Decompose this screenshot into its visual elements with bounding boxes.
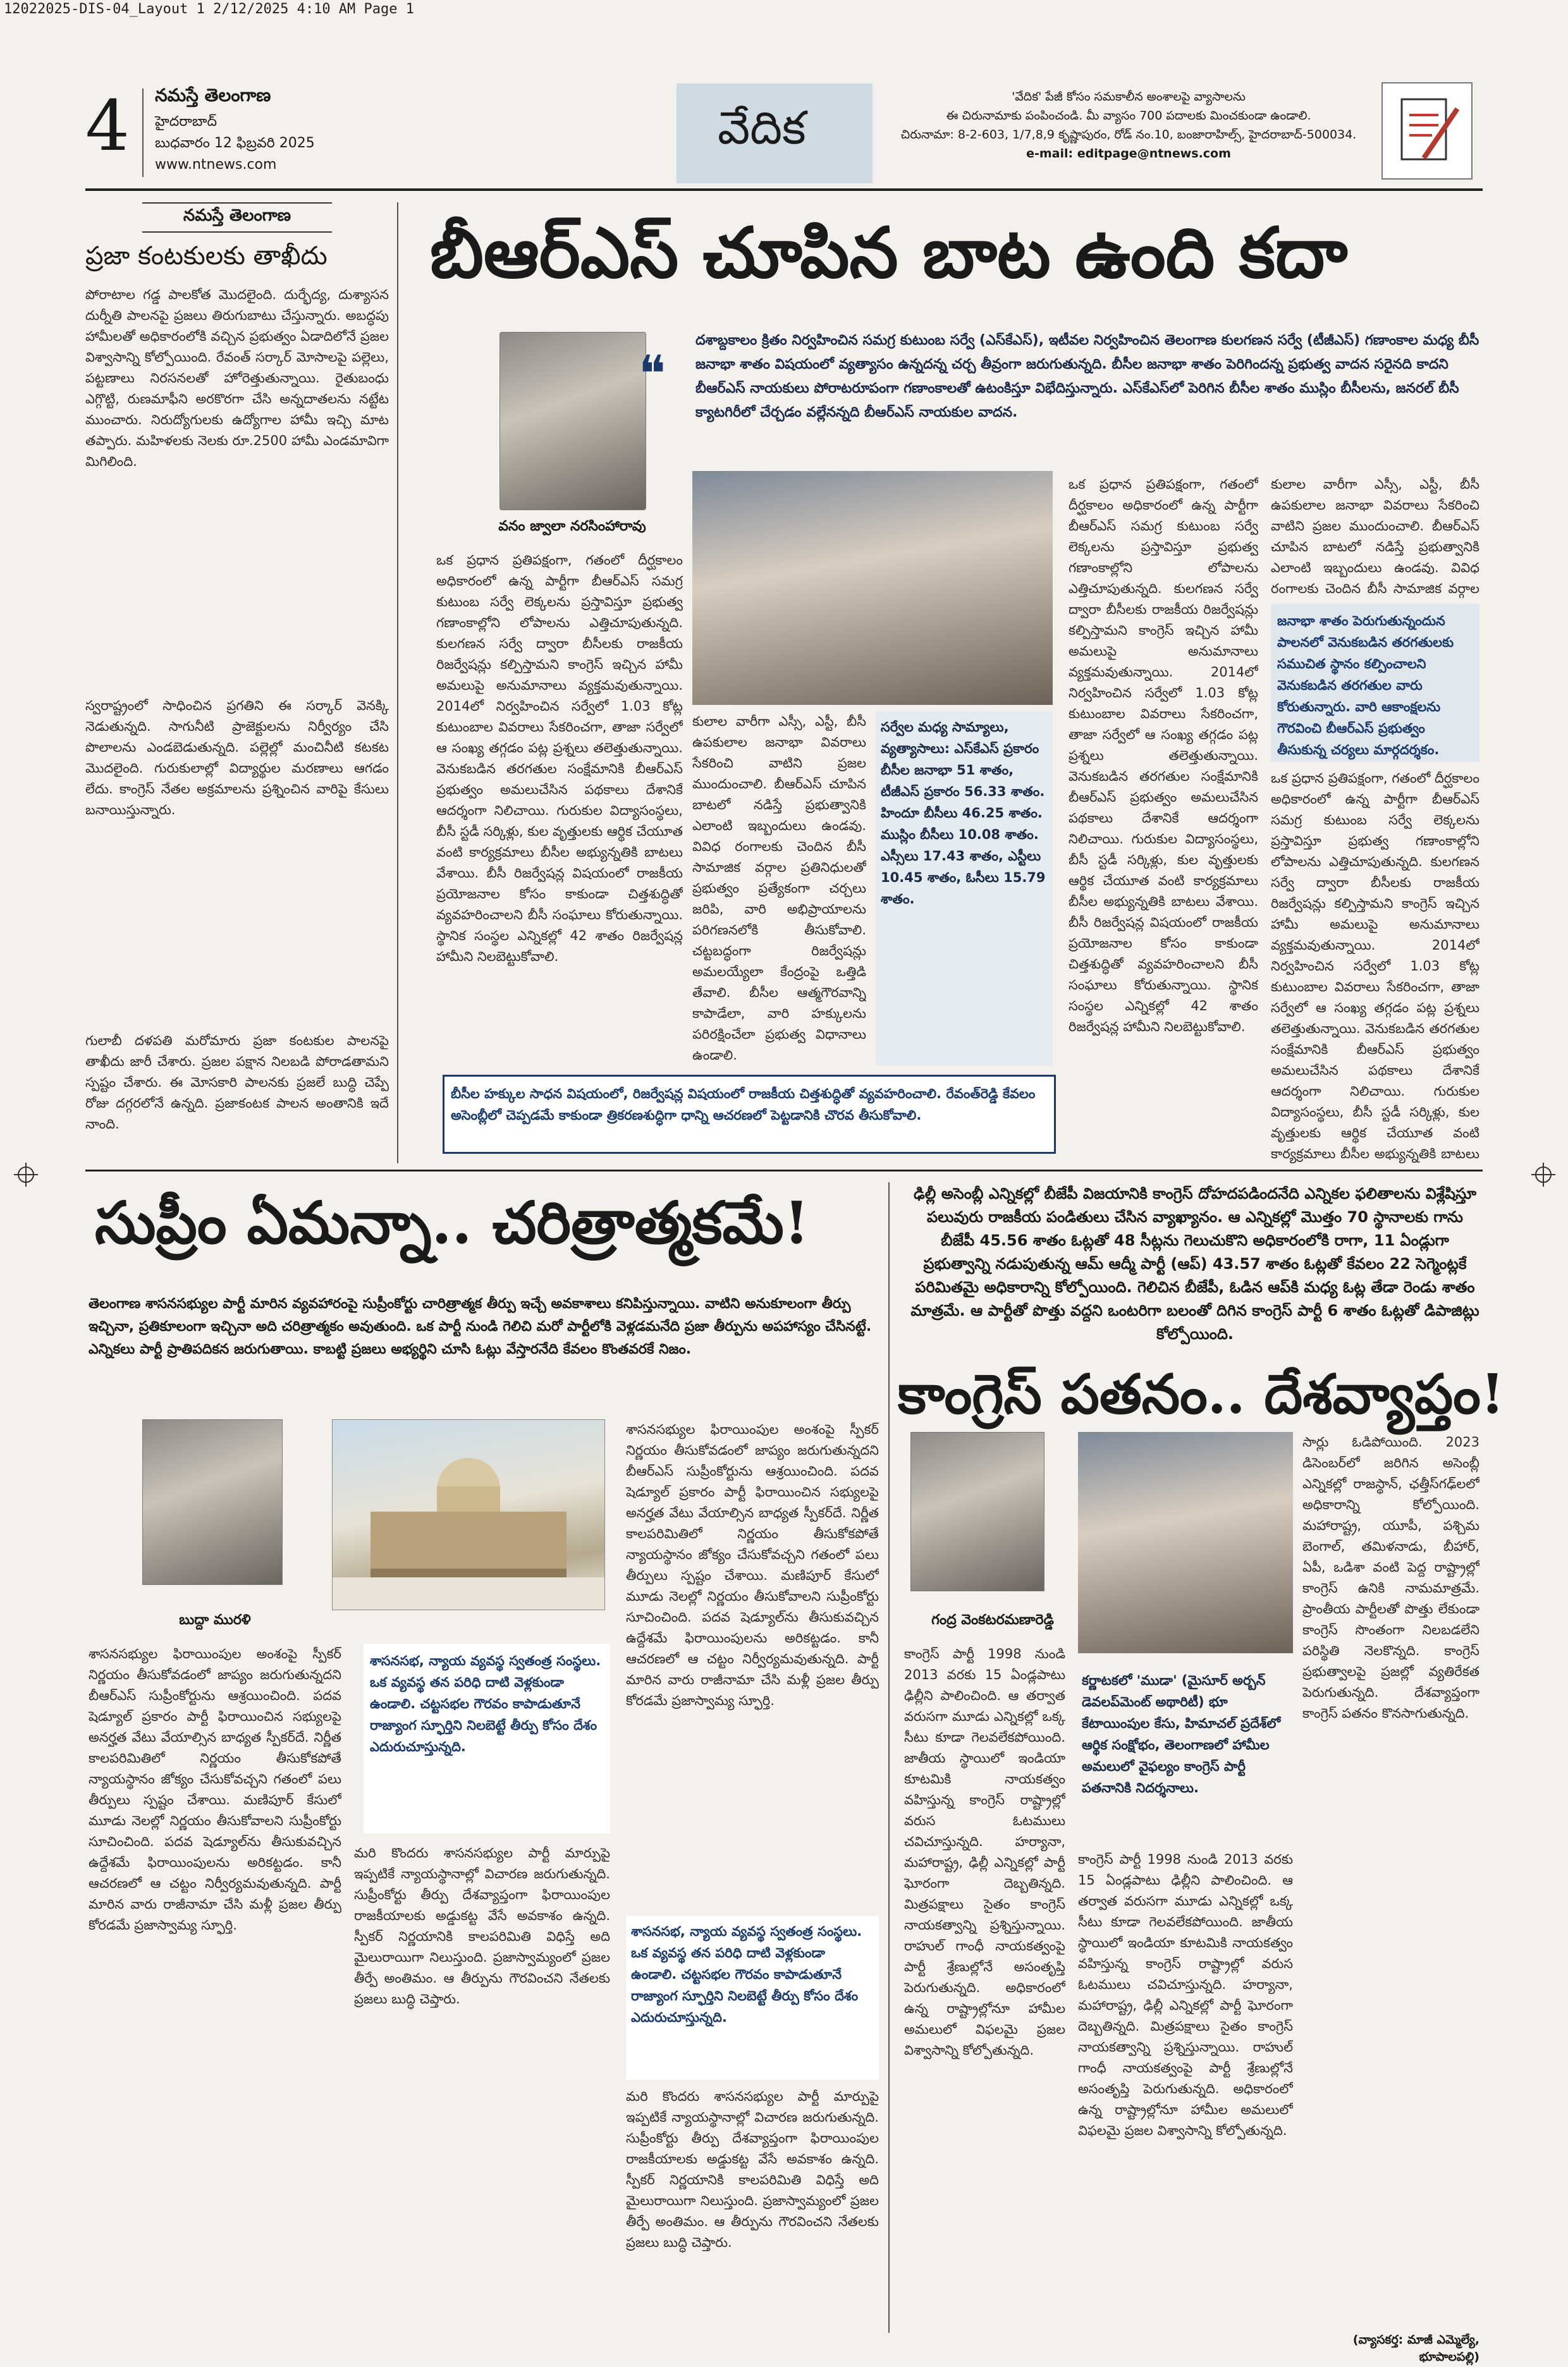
feature3-kicker: ఢిల్లీ అసెంబ్లీ ఎన్నికల్లో బీజేపీ విజయానికి కాంగ్రెస్ దోహదపడిందనేది ఎన్నికల ఫలితాలను విశ్లేషిస్తూ పలువురు రాజకీయ పండితులు చేసిన వ్యాఖ్యానం. ఆ ఎన్నికల్లో మొత్తం 70 స్థానాలకు గాను బీజేపీ 45.56 శాతం ఓట్లతో 48 సీట్లను గెలుచుకొని అధికారంలోకి రాగా, 11 ఏండ్లుగా ప్రభుత్వాన్ని నడుపుతున్న ఆమ్ ఆద్మీ పార్టీ (ఆప్) 43.57 శాతం ఓట్లతో కేవలం 22 సెగ్మెంట్లకే పరిమితమై అధికారాన్ని కోల్పోయింది. గెలిచిన బీజేపీ, ఓడిన ఆప్‌కి మధ్య ఓట్ల తేడా రెండు శాతం మాత్రమే. ఆ పార్టీతో పొత్తు వద్దని ఒంటరిగా బలంతో దిగిన కాంగ్రెస్ పార్టీ 6 శాతం ఓట్లతో డిపాజిట్లు కోల్పోయింది. (910, 1185, 1479, 1343)
feature2-intro: తెలంగాణ శాసనసభ్యుల పార్టీ మారిన వ్యవహారంపై సుప్రీంకోర్టు చారిత్రాత్మక తీర్పు ఇచ్చే అవకాశాలు కనిపిస్తున్నాయి. వాటిని అనుకూలంగా తీర్పు ఇచ్చినా, ప్రతికూలంగా ఇచ్చినా అది చరిత్రాత్మకం అవుతుంది. ఒక పార్టీ నుండి గెలిచి మరో పార్టీలోకి వెళ్లడమనేది ప్రజా తీర్పును అపహాస్యం చేసినట్టే. ఎన్నికలు పార్టీ ప్రాతిపదికన జరుగుతాయి. కాబట్టి ప్రజలు అభ్యర్థిని చూసి ఓట్లు వేస్తారనేది కేవలం కొంతవరకే నిజం. (89, 1296, 872, 1357)
section-title: వేదిక (718, 101, 806, 154)
registration-mark-left (18, 1166, 34, 1183)
email-link[interactable]: e-mail: editpage@ntnews.com (1026, 147, 1231, 161)
feature2-callout2: శాసనసభ, న్యాయ వ్యవస్థ స్వతంత్ర సంస్థలు. ఒక వ్యవస్థ తన పరిధి దాటి వెళ్లకుండా ఉండాలి. చట్టసభల గౌరవం కాపాడుతూనే రాజ్యాంగ స్ఫూర్తిని నిలబెట్టే తీర్పు కోసం దేశం ఎదురుచూస్తున్నది. (626, 1916, 879, 2080)
feature2-col2: మరి కొందరు శాసనసభ్యుల పార్టీ మార్పుపై ఇప్పటికే న్యాయస్థానాల్లో విచారణ జరుగుతున్నది. సుప్రీంకోర్టు తీర్పు దేశవ్యాప్తంగా ఫిరాయింపుల రాజకీయాలకు అడ్డుకట్ట వేసే అవకాశం ఉన్నది. స్పీకర్ నిర్ణయానికి కాలపరిమితి విధిస్తే అది మైలురాయిగా నిలుస్తుంది. ప్రజాస్వామ్యంలో ప్రజల తీర్పే అంతిమం. ఆ తీర్పును గౌరవించని నేతలకు ప్రజలు బుద్ధి చెప్తారు. (354, 1845, 610, 2007)
feature2-headline: సుప్రీం ఏమన్నా.. చరిత్రాత్మకమే! (95, 1189, 810, 1257)
submission-note (895, 87, 1363, 163)
feature1-intro: దశాబ్దకాలం క్రితం నిర్వహించిన సమగ్ర కుటుంబ సర్వే (ఎస్‌కేఎస్), ఇటీవల నిర్వహించిన తెలంగాణ కులగణన సర్వే (టీజీఎస్) గణాంకాల మధ్య బీసీ జనాభా శాతం విషయంలో వ్యత్యాసం ఉన్నదన్న చర్చ తీవ్రంగా జరుగుతున్నది. బీసీల జనాభా శాతం పెరిగిందన్న ప్రభుత్వ వాదన సరైనది కాదని బీఆర్‌ఎస్ నాయకులు పోరాటరూపంగా గణాంకాలతో ఉటంకిస్తూ విభేదిస్తున్నారు. ఎస్‌కేఎస్‌లో పెరిగిన బీసీల శాతం ముస్లిం బీసీలను, జనరల్ బీసీ క్యాటగిరీలో చేర్చడం వల్లేనన్నది బీఆర్‌ఎస్ నాయకుల వాదన. (695, 333, 1479, 420)
supreme-court-photo (332, 1419, 605, 1610)
feature1-col2: కులాల వారీగా ఎస్సీ, ఎస్టీ, బీసీ ఉపకులాల జనాభా వివరాలు సేకరించి వాటిని ప్రజల ముందుంచాలి. బీఆర్‌ఎస్ చూపిన బాటలో నడిస్తే ప్రభుత్వానికి ఎలాంటి ఇబ్బందులు ఉండవు. వివిధ రంగాలకు చెందిన బీసీ సామాజిక వర్గాల ప్రతినిధులతో ప్రభుత్వం ప్రత్యేకంగా చర్చలు జరిపి, వారి అభిప్రాయాలను పరిగణనలోకి తీసుకోవాలి. చట్టబద్ధంగా రిజర్వేషన్లు అమలయ్యేలా కేంద్రంపై ఒత్తిడి తేవాలి. బీసీల ఆత్మగౌరవాన్ని కాపాడేలా, వారి హక్కులను పరిరక్షించేలా ప్రభుత్వ విధానాలు ఉండాలి. (692, 714, 866, 1063)
feature2-col3: శాసనసభ్యుల ఫిరాయింపుల అంశంపై స్పీకర్ నిర్ణయం తీసుకోవడంలో జాప్యం జరుగుతున్నదని బీఆర్‌ఎస్ సుప్రీంకోర్టును ఆశ్రయించింది. పదవ షెడ్యూల్ ప్రకారం పార్టీ ఫిరాయించిన సభ్యులపై అనర్హత వేటు వేయాల్సిన బాధ్యత స్పీకర్‌దే. నిర్ణీత కాలపరిమితిలో నిర్ణయం తీసుకోకపోతే న్యాయస్థానం జోక్యం చేసుకోవచ్చని గతంలో పలు తీర్పులు స్పష్టం చేశాయి. మణిపూర్ కేసులో మూడు నెలల్లో నిర్ణయం తీసుకోవాలని సుప్రీంకోర్టు సూచించింది. పదవ షెడ్యూల్‌ను తీసుకువచ్చిన ఉద్దేశమే ఫిరాయింపులను అరికట్టడం. కానీ ఆచరణలో ఆ చట్టం నిర్వీర్యమవుతున్నది. పార్టీ మారిన వారు రాజీనామా చేసి మళ్లీ ప్రజల తీర్పు కోరడమే ప్రజాస్వామ్య స్ఫూర్తి. (626, 1422, 879, 1708)
feature2-col4: మరి కొందరు శాసనసభ్యుల పార్టీ మార్పుపై ఇప్పటికే న్యాయస్థానాల్లో విచారణ జరుగుతున్నది. సుప్రీంకోర్టు తీర్పు దేశవ్యాప్తంగా ఫిరాయింపుల రాజకీయాలకు అడ్డుకట్ట వేసే అవకాశం ఉన్నది. స్పీకర్ నిర్ణయానికి కాలపరిమితి విధిస్తే అది మైలురాయిగా నిలుస్తుంది. ప్రజాస్వామ్యంలో ప్రజల తీర్పే అంతిమం. ఆ తీర్పును గౌరవించని నేతలకు ప్రజలు బుద్ధి చెప్తారు. (626, 2089, 879, 2250)
feature1-callout: జనాభా శాతం పెరుగుతున్నందున పాలనలో వెనుకబడిన తరగతులకు సముచిత స్థానం కల్పించాలని వెనుకబడిన తరగతుల వారు కోరుతున్నారు. వారి ఆకాంక్షలను గౌరవించి బీఆర్‌ఎస్ ప్రభుత్వం తీసుకున్న చర్యలు మార్గదర్శకం. (1271, 604, 1479, 762)
feature3-col1: కాంగ్రెస్ పార్టీ 1998 నుండి 2013 వరకు 15 ఏండ్లపాటు ఢిల్లీని పాలించింది. ఆ తర్వాత వరుసగా మూడు ఎన్నికల్లో ఒక్క సీటు కూడా గెలవలేకపోయింది. జాతీయ స్థాయిలో ఇండియా కూటమికి నాయకత్వం వహిస్తున్న కాంగ్రెస్ రాష్ట్రాల్లో వరుస ఓటములు చవిచూస్తున్నది. హర్యానా, మహారాష్ట్ర, ఢిల్లీ ఎన్నికల్లో పార్టీ ఘోరంగా దెబ్బతిన్నది. మిత్రపక్షాలు సైతం కాంగ్రెస్ నాయకత్వాన్ని ప్రశ్నిస్తున్నాయి. రాహుల్ గాంధీ నాయకత్వంపై పార్టీ శ్రేణుల్లోనే అసంతృప్తి పెరుగుతున్నది. అధికారంలో ఉన్న రాష్ట్రాల్లోనూ హామీల అమలులో విఫలమై ప్రజల విశ్వాసాన్ని కోల్పోతున్నది. (904, 1646, 1065, 2058)
feature3-col2: కాంగ్రెస్ పార్టీ 1998 నుండి 2013 వరకు 15 ఏండ్లపాటు ఢిల్లీని పాలించింది. ఆ తర్వాత వరుసగా మూడు ఎన్నికల్లో ఒక్క సీటు కూడా గెలవలేకపోయింది. జాతీయ స్థాయిలో ఇండియా కూటమికి నాయకత్వం వహిస్తున్న కాంగ్రెస్ రాష్ట్రాల్లో వరుస ఓటములు చవిచూస్తున్నది. హర్యానా, మహారాష్ట్ర, ఢిల్లీ ఎన్నికల్లో పార్టీ ఘోరంగా దెబ్బతిన్నది. మిత్రపక్షాలు సైతం కాంగ్రెస్ నాయకత్వాన్ని ప్రశ్నిస్తున్నాయి. రాహుల్ గాంధీ నాయకత్వంపై పార్టీ శ్రేణుల్లోనే అసంతృప్తి పెరుగుతున్నది. అధికారంలో ఉన్న రాష్ట్రాల్లోనూ హామీల అమలులో విఫలమై ప్రజల విశ్వాసాన్ని కోల్పోతున్నది. (1078, 1852, 1293, 2138)
note-line: 'వేదిక' పేజీ కోసం సమకాలీన అంశాలపై వ్యాసాలను (1012, 90, 1246, 104)
feature1-headline: బీఆర్‌ఎస్ చూపిన బాట ఉంది కదా (430, 212, 1348, 293)
feature1-col1: ఒక ప్రధాన ప్రతిపక్షంగా, గతంలో దీర్ఘకాలం అధికారంలో ఉన్న పార్టీగా బీఆర్‌ఎస్ సమగ్ర కుటుంబ సర్వే లెక్కలను ప్రస్తావిస్తూ ప్రభుత్వ గణాంకాల్లోని లోపాలను ఎత్తిచూపుతున్నది. కులగణన సర్వే ద్వారా బీసీలకు రాజకీయ రిజర్వేషన్లు కల్పిస్తామని కాంగ్రెస్ ఇచ్చిన హామీ అమలుపై అనుమానాలు వ్యక్తమవుతున్నాయి. 2014లో నిర్వహించిన సర్వేలో 1.03 కోట్ల కుటుంబాల వివరాలు సేకరించగా, తాజా సర్వేలో ఆ సంఖ్య తగ్గడం పట్ల ప్రశ్నలు తలెత్తుతున్నాయి. వెనుకబడిన తరగతుల సంక్షేమానికి బీఆర్‌ఎస్ ప్రభుత్వం అమలుచేసిన పథకాలు దేశానికే ఆదర్శంగా నిలిచాయి. గురుకుల విద్యాసంస్థలు, బీసీ స్టడీ సర్కిళ్లు, కుల వృత్తులకు ఆర్థిక చేయూత వంటి కార్యక్రమాలు బీసీల అభ్యున్నతికి బాటలు వేశాయి. బీసీ రిజర్వేషన్ల విషయంలో రాజకీయ ప్రయోజనాల కోసం కాకుండా చిత్తశుద్ధితో వ్యవహరించాలని బీసీ సంఘాలు కోరుతున్నాయి. స్థానిక సంస్థల ఎన్నికల్లో 42 శాతం రిజర్వేషన్ల హామీని నిలబెట్టుకోవాలి. (436, 553, 683, 964)
feature2-col1: శాసనసభ్యుల ఫిరాయింపుల అంశంపై స్పీకర్ నిర్ణయం తీసుకోవడంలో జాప్యం జరుగుతున్నదని బీఆర్‌ఎస్ సుప్రీంకోర్టును ఆశ్రయించింది. పదవ షెడ్యూల్ ప్రకారం పార్టీ ఫిరాయించిన సభ్యులపై అనర్హత వేటు వేయాల్సిన బాధ్యత స్పీకర్‌దే. నిర్ణీత కాలపరిమితిలో నిర్ణయం తీసుకోకపోతే న్యాయస్థానం జోక్యం చేసుకోవచ్చని గతంలో పలు తీర్పులు స్పష్టం చేశాయి. మణిపూర్ కేసులో మూడు నెలల్లో నిర్ణయం తీసుకోవాలని సుప్రీంకోర్టు సూచించింది. పదవ షెడ్యూల్‌ను తీసుకువచ్చిన ఉద్దేశమే ఫిరాయింపులను అరికట్టడం. కానీ ఆచరణలో ఆ చట్టం నిర్వీర్యమవుతున్నది. పార్టీ మారిన వారు రాజీనామా చేసి మళ్లీ ప్రజల తీర్పు కోరడమే ప్రజాస్వామ్య స్ఫూర్తి. (89, 1646, 341, 1933)
feature1-byline: వనం జ్వాలా నరసింహారావు (498, 518, 646, 534)
column-divider (888, 1182, 890, 2333)
leader-photo (1078, 1432, 1293, 1653)
editorial-para: పోరాటాల గడ్డ పాలకోత మొదలైంది. దుర్భేద్య, దుశ్యాసన దుర్నీతి పాలనపై ప్రజలు తిరుగుబాటు చేస్తున్నారు. అబద్ధపు హామీలతో అధికారంలోకి వచ్చిన ప్రభుత్వం ఏడాదిలోనే ప్రజల విశ్వాసాన్ని కోల్పోయింది. రేవంత్ సర్కార్ మోసాలపై పల్లెలు, పట్టణాలు నిరసనలతో హోరెత్తుతున్నాయి. రైతుబంధు ఎగ్గొట్టి, రుణమాఫీని అరకొరగా చేసి అన్నదాతలను నట్టేట ముంచారు. నిరుద్యోగులకు ఉద్యోగాల హామీ ఇచ్చి మాట తప్పారు. మహిళలకు నెలకు రూ.2500 హామీ ఎండమావిగా మిగిలింది. (85, 287, 389, 469)
stats-box: సర్వేల మధ్య సామ్యాలు, వ్యత్యాసాలు: ఎస్‌కేఎస్ ప్రకారం బీసీల జనాభా 51 శాతం, టీజీఎస్ ప్రకారం 56.33 శాతం. హిందూ బీసీలు 46.25 శాతం. ముస్లిం బీసీలు 10.08 శాతం. ఎస్సీలు 17.43 శాతం, ఎస్టీలు 10.45 శాతం, ఓసీలు 15.79 శాతం. (876, 711, 1053, 1065)
masthead-meta (155, 111, 315, 176)
paper-name: నమస్తే తెలంగాణ (155, 85, 271, 106)
registration-mark-right (1535, 1166, 1552, 1183)
pen-paper-icon (1381, 82, 1473, 180)
note-line: ఈ చిరునామాకు పంపించండి. మీ వ్యాసం 700 పదాలకు మించకుండా ఉండాలి. (946, 109, 1311, 123)
feature1-col3: ఒక ప్రధాన ప్రతిపక్షంగా, గతంలో దీర్ఘకాలం అధికారంలో ఉన్న పార్టీగా బీఆర్‌ఎస్ సమగ్ర కుటుంబ సర్వే లెక్కలను ప్రస్తావిస్తూ ప్రభుత్వ గణాంకాల్లోని లోపాలను ఎత్తిచూపుతున్నది. కులగణన సర్వే ద్వారా బీసీలకు రాజకీయ రిజర్వేషన్లు కల్పిస్తామని కాంగ్రెస్ ఇచ్చిన హామీ అమలుపై అనుమానాలు వ్యక్తమవుతున్నాయి. 2014లో నిర్వహించిన సర్వేలో 1.03 కోట్ల కుటుంబాల వివరాలు సేకరించగా, తాజా సర్వేలో ఆ సంఖ్య తగ్గడం పట్ల ప్రశ్నలు తలెత్తుతున్నాయి. వెనుకబడిన తరగతుల సంక్షేమానికి బీఆర్‌ఎస్ ప్రభుత్వం అమలుచేసిన పథకాలు దేశానికే ఆదర్శంగా నిలిచాయి. గురుకుల విద్యాసంస్థలు, బీసీ స్టడీ సర్కిళ్లు, కుల వృత్తులకు ఆర్థిక చేయూత వంటి కార్యక్రమాలు బీసీల అభ్యున్నతికి బాటలు వేశాయి. బీసీ రిజర్వేషన్ల విషయంలో రాజకీయ ప్రయోజనాల కోసం కాకుండా చిత్తశుద్ధితో వ్యవహరించాలని బీసీ సంఘాలు కోరుతున్నాయి. స్థానిక సంస్థల ఎన్నికల్లో 42 శాతం రిజర్వేషన్ల హామీని నిలబెట్టుకోవాలి. (1069, 477, 1258, 1034)
feature1-col4: ఒక ప్రధాన ప్రతిపక్షంగా, గతంలో దీర్ఘకాలం అధికారంలో ఉన్న పార్టీగా బీఆర్‌ఎస్ సమగ్ర కుటుంబ సర్వే లెక్కలను ప్రస్తావిస్తూ ప్రభుత్వ గణాంకాల్లోని లోపాలను ఎత్తిచూపుతున్నది. కులగణన సర్వే ద్వారా బీసీలకు రాజకీయ రిజర్వేషన్లు కల్పిస్తామని కాంగ్రెస్ ఇచ్చిన హామీ అమలుపై అనుమానాలు వ్యక్తమవుతున్నాయి. 2014లో నిర్వహించిన సర్వేలో 1.03 కోట్ల కుటుంబాల వివరాలు సేకరించగా, తాజా సర్వేలో ఆ సంఖ్య తగ్గడం పట్ల ప్రశ్నలు తలెత్తుతున్నాయి. వెనుకబడిన తరగతుల సంక్షేమానికి బీఆర్‌ఎస్ ప్రభుత్వం అమలుచేసిన పథకాలు దేశానికే ఆదర్శంగా నిలిచాయి. గురుకుల విద్యాసంస్థలు, బీసీ స్టడీ సర్కిళ్లు, కుల వృత్తులకు ఆర్థిక చేయూత వంటి కార్యక్రమాలు బీసీల అభ్యున్నతికి బాటలు (1271, 771, 1479, 1161)
section-rule (85, 1170, 1483, 1171)
page-number: 4 (85, 85, 130, 166)
editorial-para: గులాబీ దళపతి మరోమారు ప్రజా కంటకుల పాలనపై తాఖీదు జారీ చేశారు. ప్రజల పక్షాన నిలబడి పోరాడతామని స్పష్టం చేశారు. ఈ మోసకారి పాలనకు ప్రజలే బుద్ధి చెప్పే రోజు దగ్గరలోనే ఉన్నది. ప్రజాకంటక పాలన అంతానికి ఇదే నాంది. (85, 1033, 389, 1132)
masthead-rule (85, 188, 1483, 191)
website-link[interactable]: www.ntnews.com (155, 157, 277, 173)
editorial-label: నమస్తే తెలంగాణ (142, 202, 332, 233)
editorial-title: ప్రజా కంటకులకు తాఖీదు (85, 242, 328, 271)
author-portrait (910, 1432, 1044, 1591)
feature2-byline: బుద్దా మురళి (179, 1612, 251, 1628)
feature1-col4-top: కులాల వారీగా ఎస్సీ, ఎస్టీ, బీసీ ఉపకులాల జనాభా వివరాలు సేకరించి వాటిని ప్రజల ముందుంచాలి. బీఆర్‌ఎస్ చూపిన బాటలో నడిస్తే ప్రభుత్వానికి ఎలాంటి ఇబ్బందులు ఉండవు. వివిధ రంగాలకు చెందిన బీసీ సామాజిక వర్గాల (1271, 477, 1479, 596)
feature3-col3: సార్లు ఓడిపోయింది. 2023 డిసెంబర్‌లో జరిగిన అసెంబ్లీ ఎన్నికల్లో రాజస్థాన్, ఛత్తీస్‌గఢ్‌లలో అధికారాన్ని కోల్పోయింది. మహారాష్ట్ర, యూపీ, పశ్చిమ బెంగాల్, తమిళనాడు, బీహార్, ఏపీ, ఒడిశా వంటి పెద్ద రాష్ట్రాల్లో కాంగ్రెస్ ఉనికి నామమాత్రమే. ప్రాంతీయ పార్టీలతో పొత్తు లేకుండా కాంగ్రెస్ సొంతంగా నిలబడలేని పరిస్థితి నెలకొన్నది. కాంగ్రెస్ ప్రభుత్వాలపై ప్రజల్లో వ్యతిరేకత పెరుగుతున్నది. దేశవ్యాప్తంగా కాంగ్రెస్ పతనం కొనసాగుతున్నది. (1302, 1434, 1479, 1721)
feature2-callout: శాసనసభ, న్యాయ వ్యవస్థ స్వతంత్ర సంస్థలు. ఒక వ్యవస్థ తన పరిధి దాటి వెళ్లకుండా ఉండాలి. చట్టసభల గౌరవం కాపాడుతూనే రాజ్యాంగ స్ఫూర్తిని నిలబెట్టే తీర్పు కోసం దేశం ఎదురుచూస్తున్నది. (364, 1644, 610, 1833)
date: బుధవారం 12 ఫిబ్రవరి 2025 (155, 135, 315, 151)
author-portrait (142, 1419, 283, 1585)
survey-photo (692, 471, 1053, 705)
divider (142, 89, 144, 177)
feature1-footer-callout: బీసీల హక్కుల సాధన విషయంలో, రిజర్వేషన్ల విషయంలో రాజకీయ చిత్తశుద్ధితో వ్యవహరించాలి. రేవంత్‌రెడ్డి కేవలం అసెంబ్లీలో చెప్పడమే కాకుండా త్రికరణశుద్ధిగా ధాన్ని ఆచరణలో పెట్టడానికి చొరవ తీసుకోవాలి. (443, 1075, 1056, 1154)
author-portrait (499, 332, 646, 510)
note-line: చిరునామా: 8-2-603, 1/7,8,9 కృష్ణాపురం, రోడ్ నం.10, బంజారాహిల్స్, హైదరాబాద్-500034. (900, 128, 1357, 142)
city: హైదరాబాద్ (155, 114, 217, 130)
feature3-callout: కర్ణాటకలో 'ముడా' (మైసూర్ అర్బన్ డెవలప్‌మెంట్ అథారిటీ) భూ కేటాయింపుల కేసు, హిమాచల్ ప్రదేశ్‌లో ఆర్థిక సంక్షోభం, తెలంగాణలో హామీల అమలులో వైఫల్యం కాంగ్రెస్ పార్టీ పతనానికి నిదర్శనాలు. (1082, 1673, 1281, 1795)
supreme-court-icon (333, 1420, 604, 1610)
editorial (85, 202, 389, 1309)
column-divider (397, 202, 398, 1163)
feature3-signoff: (వ్యాసకర్త: మాజీ ఎమ్మెల్యే, భూపాలపల్లి) (1352, 2333, 1479, 2364)
quote-icon: ❝ (639, 345, 666, 403)
feature3-byline: గంద్ర వెంకటరమణారెడ్డి (931, 1612, 1054, 1628)
masthead (85, 82, 1483, 190)
editorial-para: స్వరాష్ట్రంలో సాధించిన ప్రగతిని ఈ సర్కార్ వెనక్కి నెడుతున్నది. సాగునీటి ప్రాజెక్టులను నిర్వీర్యం చేసి పొలాలను ఎండబెడుతున్నది. పల్లెల్లో మంచినీటి కటకట మొదలైంది. గురుకులాల్లో విద్యార్థుల మరణాలు ఆగడం లేదు. కాంగ్రెస్ నేతల అక్రమాలను ప్రశ్నించిన వారిపై కేసులు బనాయిస్తున్నారు. (85, 698, 389, 817)
feature3-headline: కాంగ్రెస్ పతనం.. దేశవ్యాప్తం! (898, 1362, 1505, 1426)
print-slug: 12022025-DIS-04_Layout 1 2/12/2025 4:10 AM Page 1 (4, 1, 415, 17)
